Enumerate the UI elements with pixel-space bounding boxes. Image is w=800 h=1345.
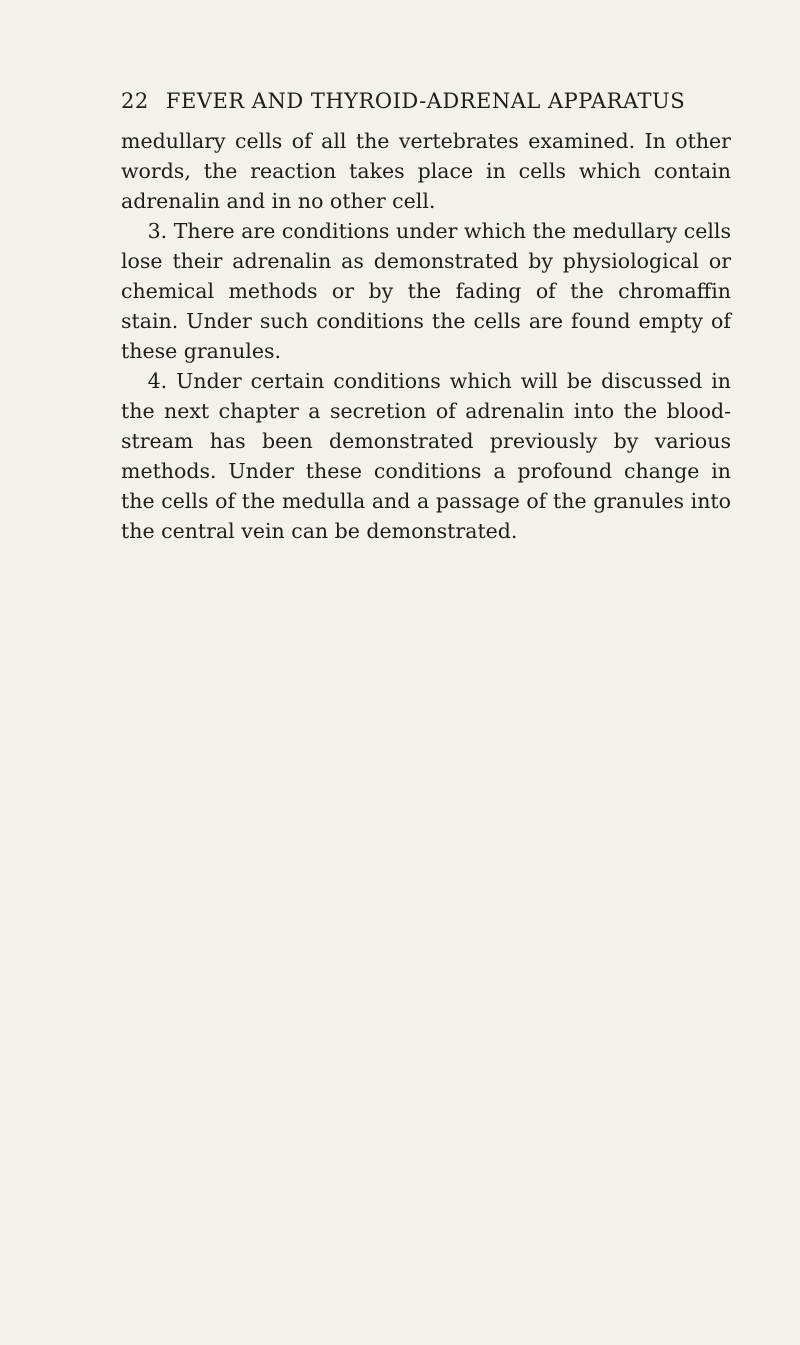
paragraph-continued: medullary cells of all the vertebrates examined. In other words, the reaction takes place in cells which contain adrenalin and in no other cell.	[121, 129, 731, 213]
body-text	[121, 126, 731, 546]
running-title: FEVER AND THYROID-ADRENAL APPARATUS	[165, 89, 686, 113]
paragraph-item-3: 3. There are conditions under which the medullary cells lose their adrenalin as demonstrated by physiological or chemical methods or by the fading of the chromaffin stain. Under such conditions the cells are found empty of these granules.	[121, 219, 731, 363]
page-number: 22	[121, 89, 149, 113]
running-head	[121, 86, 721, 116]
paragraph-item-4: 4. Under certain conditions which will be discussed in the next chapter a secretion of adrenalin into the blood-stream has been demonstrated previously by various methods. Under these conditions a profound change in the cells of the medulla and a passage of the granules into the central vein can be demonstrated.	[121, 369, 731, 543]
